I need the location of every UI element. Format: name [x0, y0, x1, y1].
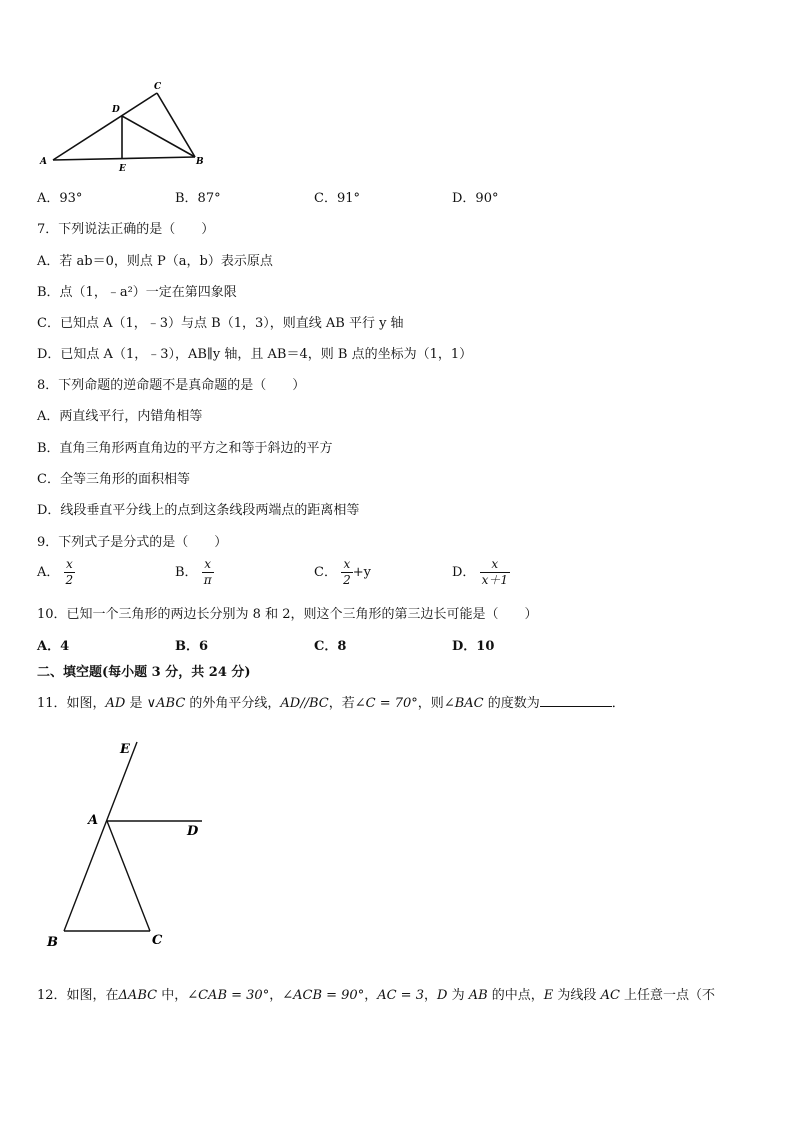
- q9-stem: 9．下列式子是分式的是（ ）: [37, 535, 228, 550]
- q9-option-d-label: D．: [452, 565, 476, 580]
- q8-option-c[interactable]: C．全等三角形的面积相等: [37, 472, 190, 487]
- q11-text: ．: [611, 696, 625, 711]
- q12-text: 中，: [157, 988, 188, 1003]
- q9-option-d-fraction: [480, 557, 510, 588]
- q11-text: ，若: [328, 696, 355, 711]
- fig6-label-a: A: [40, 157, 47, 167]
- triangle-figure-q11: [40, 735, 220, 960]
- fraction-denominator: 2: [65, 573, 74, 587]
- q9-option-a-fraction: [64, 557, 76, 588]
- q11-math-angle-c: ∠C = 70°: [354, 696, 418, 711]
- q12-text: 为: [447, 988, 469, 1003]
- q8-stem: 8．下列命题的逆命题不是真命题的是（ ）: [37, 378, 306, 393]
- q12-math-angle-cab: ∠CAB = 30°: [187, 988, 270, 1003]
- question-12: [37, 984, 715, 1003]
- q9-option-d[interactable]: [452, 557, 510, 588]
- q12-math-e: E: [543, 988, 554, 1003]
- fig11-label-b: B: [47, 935, 58, 950]
- q12-text: 上任意一点（不: [619, 988, 716, 1003]
- q11-math-ad: AD: [105, 696, 126, 711]
- q9-option-c-label: C．: [314, 565, 337, 580]
- q12-math-triangle: ΔABC: [118, 988, 158, 1003]
- q12-text: 为线段: [553, 988, 601, 1003]
- fig11-label-e: E: [120, 742, 130, 757]
- q12-text: ，: [423, 988, 437, 1003]
- q6-option-a[interactable]: A．93°: [37, 191, 83, 206]
- q10-option-b[interactable]: B．6: [175, 639, 209, 654]
- q7-stem: 7．下列说法正确的是（ ）: [37, 222, 215, 237]
- q9-option-c-fraction: [341, 557, 353, 588]
- q11-text: 11．如图，: [37, 696, 106, 711]
- fig6-label-c: C: [154, 82, 162, 92]
- q6-option-d[interactable]: D．90°: [452, 191, 499, 206]
- q7-option-d[interactable]: D．已知点 A（1，﹣3），AB∥y 轴，且 AB＝4，则 B 点的坐标为（1，1）: [37, 347, 473, 362]
- q9-option-b[interactable]: [175, 557, 214, 588]
- q11-text: 的外角平分线，: [185, 696, 281, 711]
- fraction-denominator: x＋1: [481, 573, 508, 587]
- q10-option-c[interactable]: C．8: [314, 639, 347, 654]
- fig6-label-e: E: [119, 164, 126, 174]
- fig11-label-a: A: [88, 813, 99, 828]
- section-title: 二、填空题(每小题 3 分，共 24 分): [37, 665, 251, 680]
- q11-text: ，则: [417, 696, 444, 711]
- q9-option-c[interactable]: [314, 557, 371, 588]
- fig6-label-d: D: [112, 105, 120, 115]
- q12-text: ，: [364, 988, 378, 1003]
- q7-option-b[interactable]: B．点（1，﹣a²）一定在第四象限: [37, 285, 237, 300]
- q9-option-b-fraction: [202, 557, 214, 588]
- q12-text: 12．如图，在: [37, 988, 119, 1003]
- q11-text: 是: [125, 696, 147, 711]
- q7-option-c[interactable]: C．已知点 A（1，﹣3）与点 B（1，3），则直线 AB 平行 y 轴: [37, 316, 404, 331]
- q12-text: 的中点，: [487, 988, 544, 1003]
- fig11-label-c: C: [152, 933, 163, 948]
- q9-option-a-label: A．: [37, 565, 60, 580]
- q8-option-b[interactable]: B．直角三角形两直角边的平方之和等于斜边的平方: [37, 441, 333, 456]
- fraction-denominator: π: [203, 573, 212, 587]
- q8-option-d[interactable]: D．线段垂直平分线上的点到这条线段两端点的距离相等: [37, 503, 360, 518]
- fig11-label-d: D: [187, 824, 199, 839]
- q12-math-angle-acb: ∠ACB = 90°: [282, 988, 365, 1003]
- q11-math-angle-bac: ∠BAC: [443, 696, 484, 711]
- q9-option-b-label: B．: [175, 565, 198, 580]
- q12-math-ac2: AC: [600, 988, 620, 1003]
- q8-option-a[interactable]: A．两直线平行，内错角相等: [37, 409, 203, 424]
- fraction-numerator: x: [202, 557, 214, 573]
- q11-math-triangle: ∨ABC: [146, 696, 186, 711]
- q12-text: ，: [269, 988, 283, 1003]
- fig6-label-b: B: [196, 157, 204, 167]
- q9-option-c-tail: +y: [352, 565, 371, 580]
- q11-math-parallel: AD//BC: [280, 696, 329, 711]
- q7-option-a[interactable]: A．若 ab＝0，则点 P（a，b）表示原点: [37, 254, 273, 269]
- question-11: [37, 692, 625, 711]
- fraction-denominator: 2: [343, 573, 351, 587]
- q10-option-d[interactable]: D．10: [452, 639, 495, 654]
- fraction-numerator: x: [341, 557, 353, 573]
- q12-math-ac: AC = 3: [377, 988, 424, 1003]
- q10-option-a[interactable]: A．4: [37, 639, 70, 654]
- fraction-numerator: x: [64, 557, 76, 573]
- q10-stem: 10．已知一个三角形的两边长分别为 8 和 2，则这个三角形的第三边长可能是（ ）: [37, 607, 538, 622]
- q12-math-d: D: [437, 988, 448, 1003]
- q11-answer-blank[interactable]: [540, 694, 612, 707]
- fraction-numerator: x: [480, 557, 510, 573]
- triangle-figure-q6: [30, 78, 220, 178]
- q11-text: 的度数为: [483, 696, 540, 711]
- q6-option-c[interactable]: C．91°: [314, 191, 360, 206]
- q6-option-b[interactable]: B．87°: [175, 191, 221, 206]
- q9-option-a[interactable]: [37, 557, 75, 588]
- q12-math-ab: AB: [468, 988, 488, 1003]
